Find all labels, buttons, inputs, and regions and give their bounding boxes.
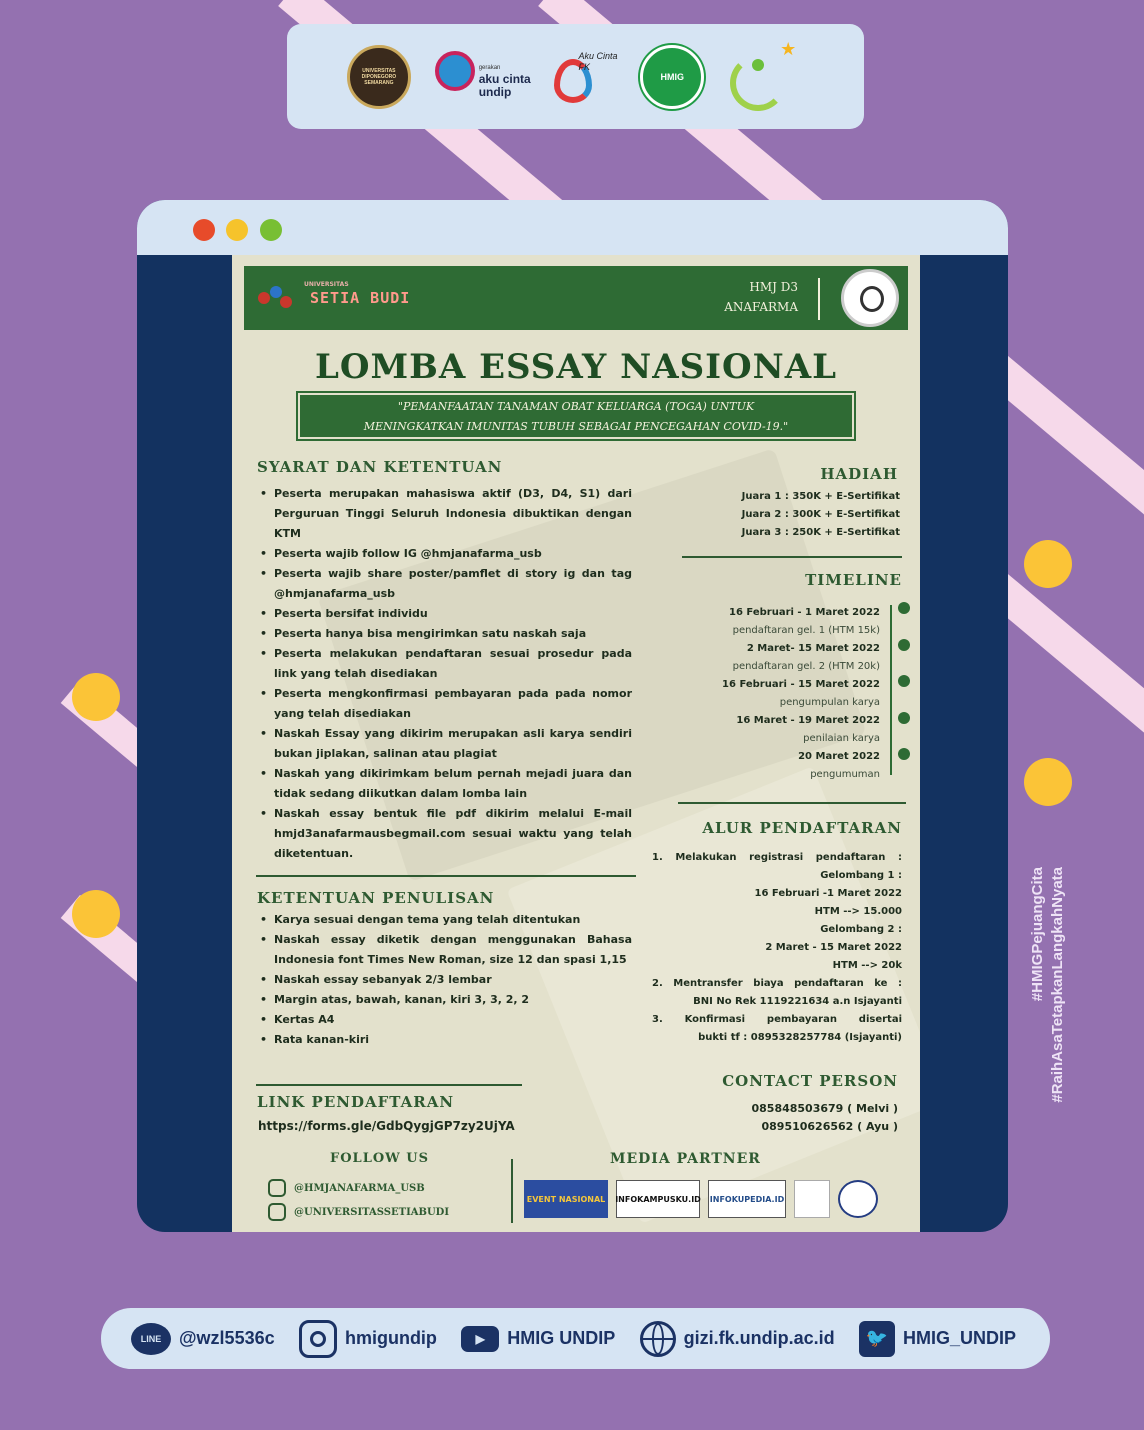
follow-item[interactable] [268,1177,449,1199]
timeline-desc: pendaftaran gel. 1 (HTM 15k) [732,625,880,636]
twitter-handle: HMIG_UNDIP [902,1328,1016,1348]
window-close-dot [193,219,215,241]
aku-cinta-fk-logo [550,45,620,109]
syarat-item: • Naskah essay bentuk file pdf dikirim melalui E-mail hmjd3anafarmausbegmail.com sesuai waktu yang telah diketentuan. [258,804,632,864]
media-partner-logo: EVENT NASIONAL [524,1180,608,1218]
instagram-icon [268,1179,286,1197]
penulisan-item: • Karya sesuai dengan tema yang telah ditentukan [258,910,632,930]
alur-line: HTM --> 20k [832,960,902,971]
timeline-desc: pengumpulan karya [779,697,880,708]
poster-header-bar [244,266,908,330]
syarat-heading: SYARAT DAN KETENTUAN [257,458,503,476]
instagram-icon [299,1320,337,1358]
alur-line: Gelombang 1 : [820,870,902,881]
runner-star-logo: ★ [724,41,804,113]
youtube-channel: HMIG UNDIP [507,1328,616,1348]
aku-cinta-fk-text: Aku Cinta FK [578,50,618,72]
hashtag-block [1028,867,1068,1167]
follow-handle: @HMJANAFARMA_USB [294,1182,425,1194]
social-footer [101,1308,1050,1369]
timeline-date: 16 Februari - 1 Maret 2022 [729,607,880,618]
poster-theme [298,393,854,439]
aku-cinta-undip-logo [431,45,531,109]
hashtag-1: #HMIGPejuangCita [1029,867,1046,1002]
syarat-item: • Peserta bersifat individu [258,604,632,624]
media-partner-logo: INFOKAMPUSKU.ID [616,1180,700,1218]
penulisan-item: • Naskah essay diketik dengan menggunakan Bahasa Indonesia font Times New Roman, size 12 dan spasi 1,15 [258,930,632,970]
alur-line: 16 Februari -1 Maret 2022 [754,888,902,899]
contact-item: 089510626562 ( Ayu ) [761,1120,898,1133]
penulisan-item: • Rata kanan-kiri [258,1030,632,1050]
alur-line: 2 Maret - 15 Maret 2022 [765,942,902,953]
aku-cinta-undip-small: gerakan [478,64,501,71]
instagram-icon [268,1203,286,1221]
website-contact[interactable] [640,1321,835,1357]
browser-window [137,200,1008,1232]
header-divider [818,278,820,320]
window-maximize-dot [260,219,282,241]
anafarma-logo [841,269,899,327]
timeline-date: 16 Februari - 15 Maret 2022 [722,679,880,690]
syarat-list [258,484,632,864]
timeline-dot-icon [898,675,910,687]
bottom-divider [511,1159,513,1223]
media-partner-logo [838,1180,878,1218]
media-heading: MEDIA PARTNER [610,1151,761,1167]
section-divider [256,875,636,877]
decor-dot [72,673,120,721]
timeline-desc: penilaian karya [803,733,880,744]
setia-budi-brand: SETIA BUDI [310,289,411,307]
alur-list [652,849,902,1047]
youtube-icon: ▶ [461,1326,499,1352]
alur-line: BNI No Rek 1119221634 a.n Isjayanti [693,996,902,1007]
decor-dot [1024,758,1072,806]
timeline-date: 2 Maret- 15 Maret 2022 [746,643,880,654]
undip-logo [347,45,411,109]
line-contact[interactable] [131,1323,275,1355]
decor-dot [1024,540,1072,588]
timeline-track [890,605,892,775]
website-url: gizi.fk.undip.ac.id [683,1328,835,1348]
hmig-logo [640,45,704,109]
hadiah-list [660,488,900,542]
registration-link[interactable]: https://forms.gle/GdbQygjGP7zy2UjYA [258,1119,515,1133]
timeline-date: 16 Maret - 19 Maret 2022 [736,715,880,726]
hadiah-item: Juara 3 : 250K + E-Sertifikat [741,527,900,538]
media-partner-list [524,1180,878,1218]
alur-line: 1. Melakukan registrasi pendaftaran : [652,852,902,863]
timeline-desc: pengumuman [810,769,880,780]
logo-bar [287,24,864,129]
penulisan-item: • Naskah essay sebanyak 2/3 lembar [258,970,632,990]
alur-line: bukti tf : 0895328257784 (Isjayanti) [698,1032,902,1043]
poster-title: LOMBA ESSAY NASIONAL [314,347,838,387]
penulisan-heading: KETENTUAN PENULISAN [257,889,495,907]
section-divider [678,802,906,804]
timeline-dot-icon [898,712,910,724]
syarat-item: • Peserta melakukan pendaftaran sesuai prosedur pada link yang telah disediakan [258,644,632,684]
link-heading: LINK PENDAFTARAN [257,1093,455,1111]
media-partner-logo: INFOKUPEDIA.ID [708,1180,786,1218]
timeline-desc: pendaftaran gel. 2 (HTM 20k) [732,661,880,672]
timeline-dot-icon [898,748,910,760]
aku-cinta-undip-text: aku cinta undip [478,71,531,99]
hadiah-item: Juara 1 : 350K + E-Sertifikat [741,491,900,502]
penulisan-list [258,910,632,1050]
media-partner-logo [794,1180,830,1218]
undip-logo-text: UNIVERSITAS DIPONEGORO SEMARANG [361,67,397,86]
syarat-item: • Peserta wajib follow IG @hmjanafarma_usb [258,544,632,564]
line-id: @wzl5536c [179,1328,275,1348]
contact-item: 085848503679 ( Melvi ) [751,1102,898,1115]
timeline-date: 20 Maret 2022 [798,751,880,762]
penulisan-item: • Kertas A4 [258,1010,632,1030]
alur-line: HTM --> 15.000 [814,906,902,917]
twitter-contact[interactable] [859,1321,1016,1357]
follow-handle: @UNIVERSITASSETIABUDI [294,1206,450,1218]
follow-heading: FOLLOW US [330,1151,430,1166]
hadiah-item: Juara 2 : 300K + E-Sertifikat [741,509,900,520]
timeline-heading: TIMELINE [805,571,902,589]
hashtag-2: #RaihAsaTetapkanLangkahNyata [1049,867,1066,1103]
line-icon-text: LINE [140,1333,162,1344]
timeline-list [640,604,880,784]
penulisan-item: • Margin atas, bawah, kanan, kiri 3, 3, 2, 2 [258,990,632,1010]
section-divider [682,556,902,558]
decor-dot [72,890,120,938]
section-divider [256,1084,522,1086]
essay-poster [232,255,920,1232]
timeline-dot-icon [898,602,910,614]
line-icon [131,1323,171,1355]
syarat-item: • Peserta mengkonfirmasi pembayaran pada pada nomor yang telah disediakan [258,684,632,724]
globe-icon [640,1321,676,1357]
instagram-handle: hmigundip [344,1328,437,1348]
university-label: UNIVERSITAS [304,281,349,288]
syarat-item: • Naskah Essay yang dikirim merupakan asli karya sendiri bukan jiplakan, salinan atau plagiat [258,724,632,764]
alur-line: 2. Mentransfer biaya pendaftaran ke : [652,978,902,989]
syarat-item: • Peserta hanya bisa mengirimkan satu naskah saja [258,624,632,644]
twitter-icon: 🐦 [859,1321,895,1357]
org-name-line2: ANAFARMA [724,300,798,314]
alur-line: Gelombang 2 : [820,924,902,935]
contact-list [658,1100,898,1136]
contact-heading: CONTACT PERSON [722,1072,898,1090]
alur-heading: ALUR PENDAFTARAN [702,819,902,837]
timeline-dot-icon [898,639,910,651]
alur-line: 3. Konfirmasi pembayaran disertai [652,1014,902,1025]
org-name-line1: HMJ D3 [749,280,798,294]
syarat-item: • Peserta merupakan mahasiswa aktif (D3, D4, S1) dari Perguruan Tinggi Seluruh Indonesia dibuktikan dengan KTM [258,484,632,544]
theme-line-2: MENINGKATKAN IMUNITAS TUBUH SEBAGAI PENCEGAHAN COVID-19." [363,420,789,433]
instagram-contact[interactable] [299,1320,437,1358]
theme-line-1: "PEMANFAATAN TANAMAN OBAT KELUARGA (TOGA) UNTUK [397,400,755,413]
syarat-item: • Naskah yang dikirimkam belum pernah mejadi juara dan tidak sedang diikutkan dalam lomba lain [258,764,632,804]
follow-list [268,1177,449,1225]
follow-item[interactable] [268,1201,449,1223]
hmig-logo-text: HMIG [660,71,685,82]
setia-budi-logo-icon [258,286,294,310]
window-minimize-dot [226,219,248,241]
hadiah-heading: HADIAH [820,465,898,483]
syarat-item: • Peserta wajib share poster/pamflet di story ig dan tag @hmjanafarma_usb [258,564,632,604]
browser-title-bar [137,200,1008,255]
youtube-contact[interactable] [461,1326,615,1352]
